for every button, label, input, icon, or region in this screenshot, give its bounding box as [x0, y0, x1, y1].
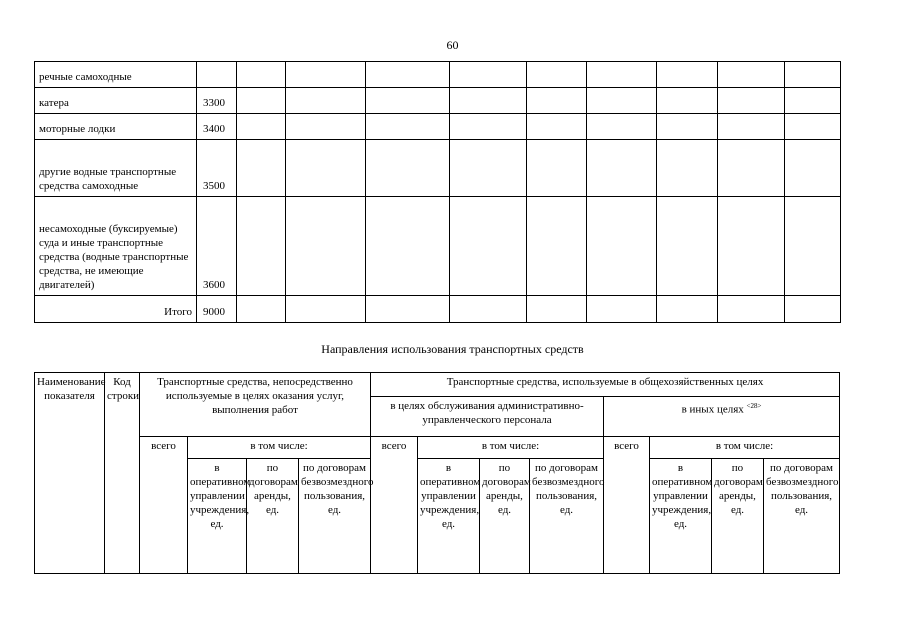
- header-lease-1: по договорам аренды, ед.: [247, 459, 299, 574]
- table-row: [35, 88, 841, 114]
- header-operational-3: в оперативном управлении учреждения, ед.: [650, 459, 712, 574]
- page-number: 60: [446, 38, 459, 52]
- row-name: речные самоходные: [35, 62, 197, 88]
- section-title: Направления использования транспортных средств: [321, 342, 584, 356]
- header-admin-use: в целях обслуживания административно-управленческого персонала: [371, 397, 604, 437]
- header-free-use-3: по договорам безвозмездного пользования, ед.: [764, 459, 840, 574]
- header-including-3: в том числе:: [650, 437, 840, 459]
- header-operational-1: в оперативном управлении учреждения, ед.: [188, 459, 247, 574]
- row-code: 3300: [197, 88, 237, 114]
- header-general-use: Транспортные средства, используемые в общехозяйственных целях: [371, 373, 840, 397]
- header-other-use: в иных целях $^{<28>}$: [604, 397, 840, 437]
- table-row: [35, 140, 841, 197]
- row-name: несамоходные (буксируемые) суда и иные транспортные средства (водные транспортные средства, не имеющие двигателей): [35, 197, 197, 296]
- row-name: другие водные транспортные средства самоходные: [35, 140, 197, 197]
- header-total-3: всего: [604, 437, 650, 574]
- total-label: Итого: [35, 296, 197, 323]
- header-lease-3: по договорам аренды, ед.: [712, 459, 764, 574]
- table-row: [35, 114, 841, 140]
- header-total-1: всего: [140, 437, 188, 574]
- row-code: 3500: [197, 140, 237, 197]
- header-including-2: в том числе:: [418, 437, 604, 459]
- footnote-ref: <28>: [746, 402, 762, 410]
- row-name: моторные лодки: [35, 114, 197, 140]
- row-code: [197, 62, 237, 88]
- header-lease-2: по договорам аренды, ед.: [480, 459, 530, 574]
- header-including-1: в том числе:: [188, 437, 371, 459]
- total-code: 9000: [197, 296, 237, 323]
- header-row-code: Код строки: [105, 373, 140, 574]
- usage-directions-table: [34, 372, 840, 574]
- header-free-use-1: по договорам безвозмездного пользования, ед.: [299, 459, 371, 574]
- table-row: [35, 62, 841, 88]
- row-code: 3400: [197, 114, 237, 140]
- header-total-2: всего: [371, 437, 418, 574]
- vehicles-table: [34, 61, 841, 323]
- header-operational-2: в оперативном управлении учреждения, ед.: [418, 459, 480, 574]
- table-row: [35, 197, 841, 296]
- row-code: 3600: [197, 197, 237, 296]
- total-row: [35, 296, 841, 323]
- header-direct-use: Транспортные средства, непосредственно используемые в целях оказания услуг, выполнения работ: [140, 373, 371, 437]
- header-free-use-2: по договорам безвозмездного пользования, ед.: [530, 459, 604, 574]
- row-name: катера: [35, 88, 197, 114]
- header-indicator-name: Наименование показателя: [35, 373, 105, 574]
